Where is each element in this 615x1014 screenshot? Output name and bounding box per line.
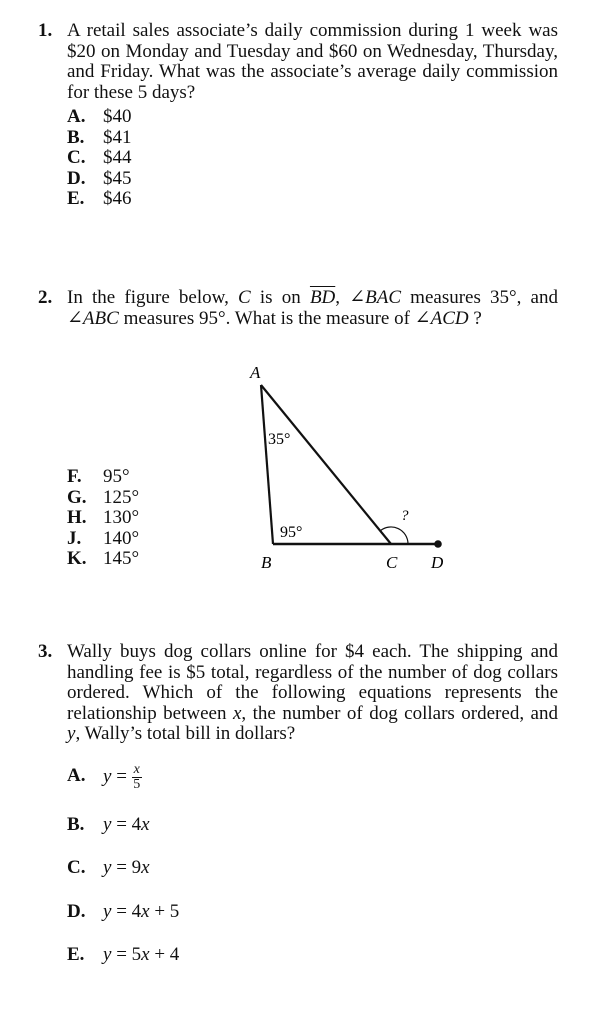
answer-choices (38, 763, 558, 966)
choice-letter: H. (67, 507, 87, 529)
choice-letter: F. (67, 466, 82, 487)
question-2-stem (38, 288, 558, 329)
question-1 (38, 21, 558, 210)
angle-b-label: 95° (280, 524, 303, 541)
choice-g[interactable] (67, 488, 139, 509)
choice-e[interactable] (67, 189, 558, 210)
choice-text: 130° (103, 507, 140, 529)
angle-unknown-label: ? (401, 508, 409, 524)
choice-text: $45 (103, 167, 132, 189)
choice-h[interactable] (67, 508, 139, 529)
choice-text: 95° (103, 466, 130, 487)
question-3-stem (38, 642, 558, 745)
choice-d[interactable] (67, 169, 558, 190)
choice-letter: B. (67, 813, 85, 835)
question-text: A retail sales associate’s daily commission during 1 week was $20 on Monday and Tuesday and $60 on Wednesday, Thursday, and Friday. What was the associate’s average daily commission for these 5 days? (67, 20, 558, 103)
choice-letter: A. (67, 765, 86, 787)
question-number: 3. (38, 641, 53, 662)
choice-a[interactable] (67, 107, 558, 128)
choice-letter: C. (67, 147, 86, 169)
choice-letter: K. (67, 548, 87, 570)
choice-text: 125° (103, 486, 140, 508)
segment-ac (261, 385, 391, 544)
choice-letter: G. (67, 486, 87, 508)
choice-letter: E. (67, 188, 85, 210)
choice-letter: D. (67, 900, 86, 922)
question-2 (38, 288, 558, 329)
choice-f[interactable] (67, 467, 139, 488)
question-text: Wally buys dog collars online for $4 each. The shipping and handling fee is $5 total, regardless of the number of dog collars ordered. Which of the following equations represents the relationship between x, the number of dog collars ordered, and y, Wally’s total bill in dollars? (67, 641, 558, 744)
choice-letter: B. (67, 126, 85, 148)
label-d: D (431, 553, 444, 572)
choice-text: 145° (103, 548, 140, 570)
choice-j[interactable] (67, 529, 139, 550)
question-number: 1. (38, 20, 53, 41)
label-a: A (250, 363, 261, 382)
choice-a[interactable]: A. y = $\frac{x}{5}$ (67, 761, 141, 792)
choice-b[interactable]: B. y = 4x (67, 813, 150, 835)
choice-b[interactable] (67, 128, 558, 149)
answer-choices (38, 467, 139, 570)
choice-letter: J. (67, 527, 82, 549)
choice-e[interactable]: E. y = 5x + 4 (67, 944, 180, 966)
fraction: $\frac{x}{5}$ (133, 761, 141, 792)
choice-d[interactable]: D. y = 4x + 5 (67, 900, 180, 922)
point-d (434, 540, 442, 548)
choice-k[interactable] (67, 549, 139, 570)
question-text: In the figure below, C is on $\overline{BD}$, ∠BAC measures 35°, and ∠ABC measures 95°. What is the measure of ∠ACD ? (67, 287, 558, 329)
question-number: 2. (38, 287, 53, 308)
choice-letter: E. (67, 944, 85, 966)
choice-text: $44 (103, 147, 132, 169)
question-1-stem (38, 21, 558, 103)
choice-c[interactable] (67, 148, 558, 169)
angle-a-label: 35° (268, 431, 291, 448)
triangle-figure (240, 358, 460, 578)
choice-c[interactable]: C. y = 9x (67, 857, 150, 879)
choice-letter: C. (67, 857, 86, 879)
label-c: C (386, 553, 398, 572)
choice-text: $46 (103, 188, 132, 210)
answer-choices (38, 107, 558, 210)
label-b: B (261, 553, 272, 572)
choice-text: $41 (103, 126, 132, 148)
segment-ab (261, 385, 273, 544)
choice-text: 140° (103, 527, 140, 549)
choice-text: $40 (103, 106, 132, 127)
choice-letter: A. (67, 106, 86, 127)
choice-letter: D. (67, 167, 86, 189)
question-3 (38, 642, 558, 989)
